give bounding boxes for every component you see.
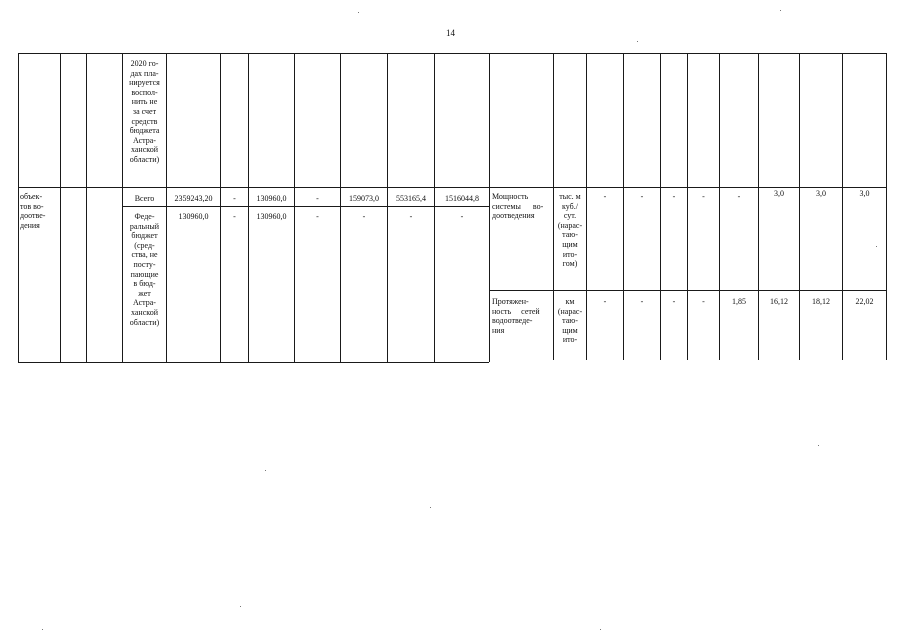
indicator-value-cell: - (702, 297, 705, 306)
col-border (387, 53, 388, 362)
indicator-value-cell: 1,85 (732, 297, 746, 306)
year-value-cell: - (362, 212, 366, 221)
year-value-cell: - (316, 212, 319, 221)
col-border (248, 53, 249, 362)
col-border (799, 53, 800, 360)
col-border (687, 53, 688, 360)
indicator-value-cell: - (603, 297, 607, 306)
year-value-cell: - (316, 194, 319, 203)
col-border (758, 53, 759, 360)
source-federal-cell: Феде- ральный бюджет (сред- ства, не посту- пающие в бюд- жет Астра- ханской области) (129, 212, 160, 327)
year-value-cell: 130960,0 (256, 194, 287, 203)
scan-speck (780, 10, 781, 11)
col-border (586, 53, 587, 360)
table-top-border (18, 53, 887, 54)
row-divider-main (18, 187, 887, 188)
year-value-cell: 1516044,8 (445, 194, 479, 203)
indicator-value-cell: - (672, 192, 676, 201)
col-border (842, 53, 843, 360)
indicator-cell: Мощность системы во- доотведения (492, 192, 544, 221)
indicator-value-cell: 3,0 (859, 189, 870, 198)
year-value-cell: - (233, 212, 236, 221)
source-note-cell: 2020 го- дах пла- нируется воспол- нить не за счет средств бюджета Астра- ханской области) (129, 59, 160, 164)
indicator-value-cell: 3,0 (774, 189, 784, 198)
indicator-value-cell: - (640, 192, 644, 201)
year-value-cell: 130960,0 (256, 212, 287, 221)
scan-speck (876, 246, 877, 247)
col-border (18, 53, 19, 362)
indicator-value-cell: - (640, 297, 644, 306)
page-number: 14 (446, 28, 455, 38)
scan-speck (265, 470, 266, 471)
year-value-cell: 159073,0 (349, 194, 379, 203)
col-border (489, 53, 490, 362)
year-value-cell: - (233, 194, 236, 203)
scan-speck (600, 629, 601, 630)
col-border (434, 53, 435, 362)
row-divider-indicator (489, 290, 887, 291)
col-border (660, 53, 661, 360)
indicator-value-cell: 3,0 (816, 189, 826, 198)
col-border (340, 53, 341, 362)
col-border (60, 53, 61, 362)
indicator-value-cell: - (737, 192, 741, 201)
source-total-cell: Всего (134, 194, 155, 203)
indicator-value-cell: - (702, 192, 705, 201)
scan-speck (42, 629, 43, 630)
scan-speck (818, 445, 819, 446)
col-border (886, 53, 887, 360)
table-bottom-border-left (18, 362, 489, 363)
scan-speck (637, 41, 638, 42)
unit-cell: км (нарас- таю- щим ито- (557, 297, 583, 345)
col-border (719, 53, 720, 360)
object-name-cell: объек- тов во- доотве- дения (20, 192, 46, 230)
unit-cell: тыс. м куб./ сут. (нарас- таю- щим ито- гом) (557, 192, 583, 269)
col-border (623, 53, 624, 360)
indicator-value-cell: 16,12 (770, 297, 788, 306)
total-cell: 130960,0 (178, 212, 209, 221)
scan-speck (240, 606, 241, 607)
scan-speck (358, 12, 359, 13)
year-value-cell: 553165,4 (396, 194, 426, 203)
col-border (220, 53, 221, 362)
scan-speck (430, 507, 431, 508)
col-border (294, 53, 295, 362)
indicator-cell: Протяжен- ность сетей водоотведе- ния (492, 297, 540, 335)
year-value-cell: - (409, 212, 413, 221)
indicator-value-cell: - (672, 297, 676, 306)
total-cell: 2359243,20 (174, 194, 213, 203)
col-border (166, 53, 167, 362)
indicator-value-cell: - (603, 192, 607, 201)
indicator-value-cell: 18,12 (812, 297, 830, 306)
indicator-value-cell: 22,02 (855, 297, 874, 306)
col-border (86, 53, 87, 362)
year-value-cell: - (460, 212, 464, 221)
